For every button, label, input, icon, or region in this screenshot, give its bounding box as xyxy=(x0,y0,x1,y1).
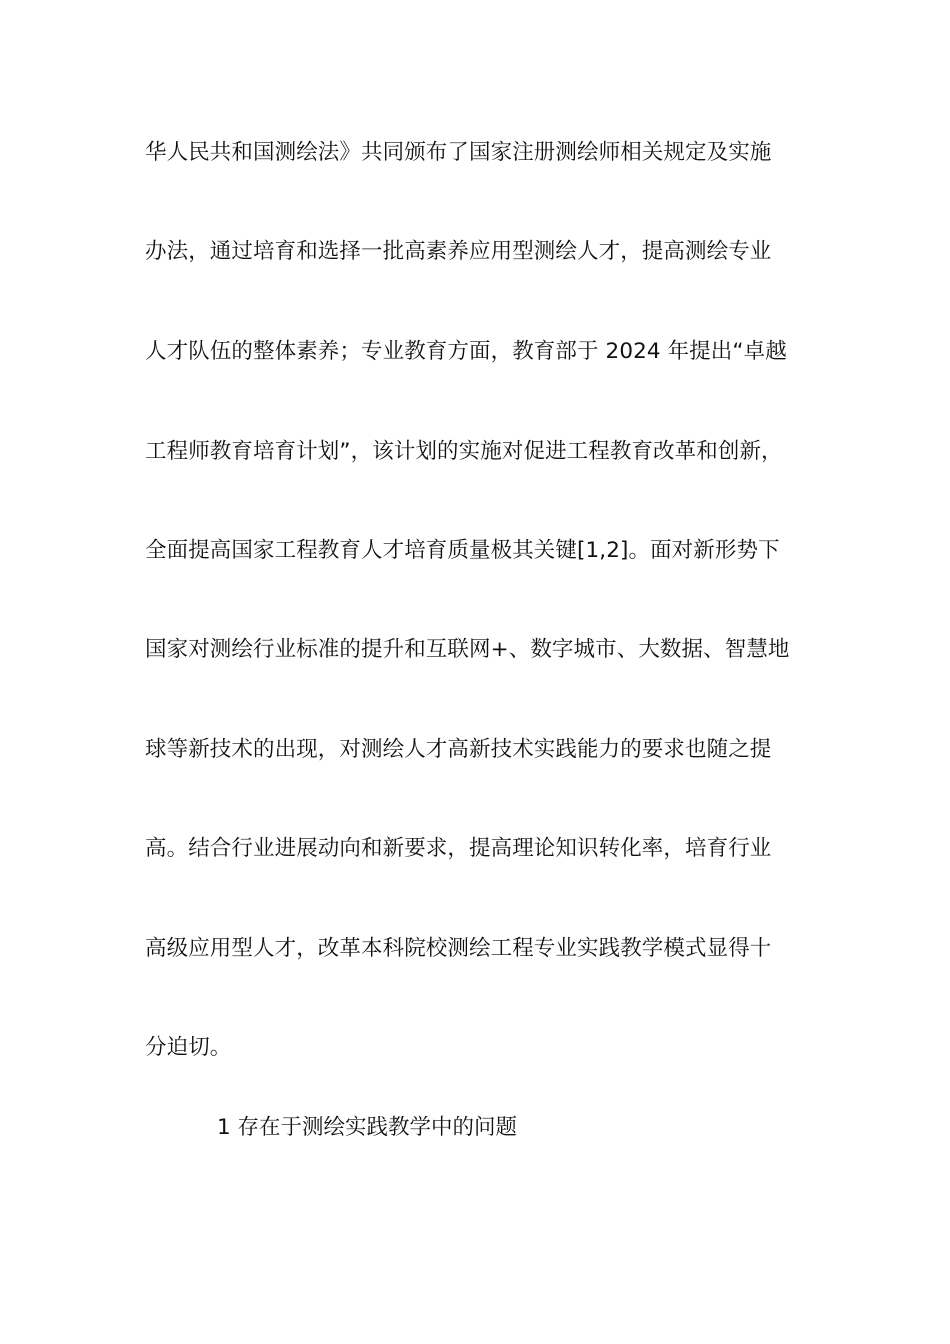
paragraph-line: 全面提高国家工程教育人才培育质量极其关键[1,2]。面对新形势下 xyxy=(145,538,780,563)
paragraph-line: 人才队伍的整体素养；专业教育方面，教育部于 2024 年提出“卓越 xyxy=(145,339,787,364)
section-heading: 1 存在于测绘实践教学中的问题 xyxy=(217,1115,518,1140)
paragraph-line: 办法，通过培育和选择一批高素养应用型测绘人才，提高测绘专业 xyxy=(145,239,772,264)
paragraph-line: 球等新技术的出现，对测绘人才高新技术实践能力的要求也随之提 xyxy=(145,737,772,762)
paragraph-line: 高级应用型人才，改革本科院校测绘工程专业实践教学模式显得十 xyxy=(145,936,772,961)
paragraph-line: 华人民共和国测绘法》共同颁布了国家注册测绘师相关规定及实施 xyxy=(145,140,772,165)
paragraph-line: 国家对测绘行业标准的提升和互联网+、数字城市、大数据、智慧地 xyxy=(145,637,790,662)
paragraph-line: 高。结合行业进展动向和新要求，提高理论知识转化率，培育行业 xyxy=(145,836,772,861)
paragraph-line: 工程师教育培育计划”，该计划的实施对促进工程教育改革和创新， xyxy=(145,439,783,464)
paragraph-line: 分迫切。 xyxy=(145,1035,232,1060)
